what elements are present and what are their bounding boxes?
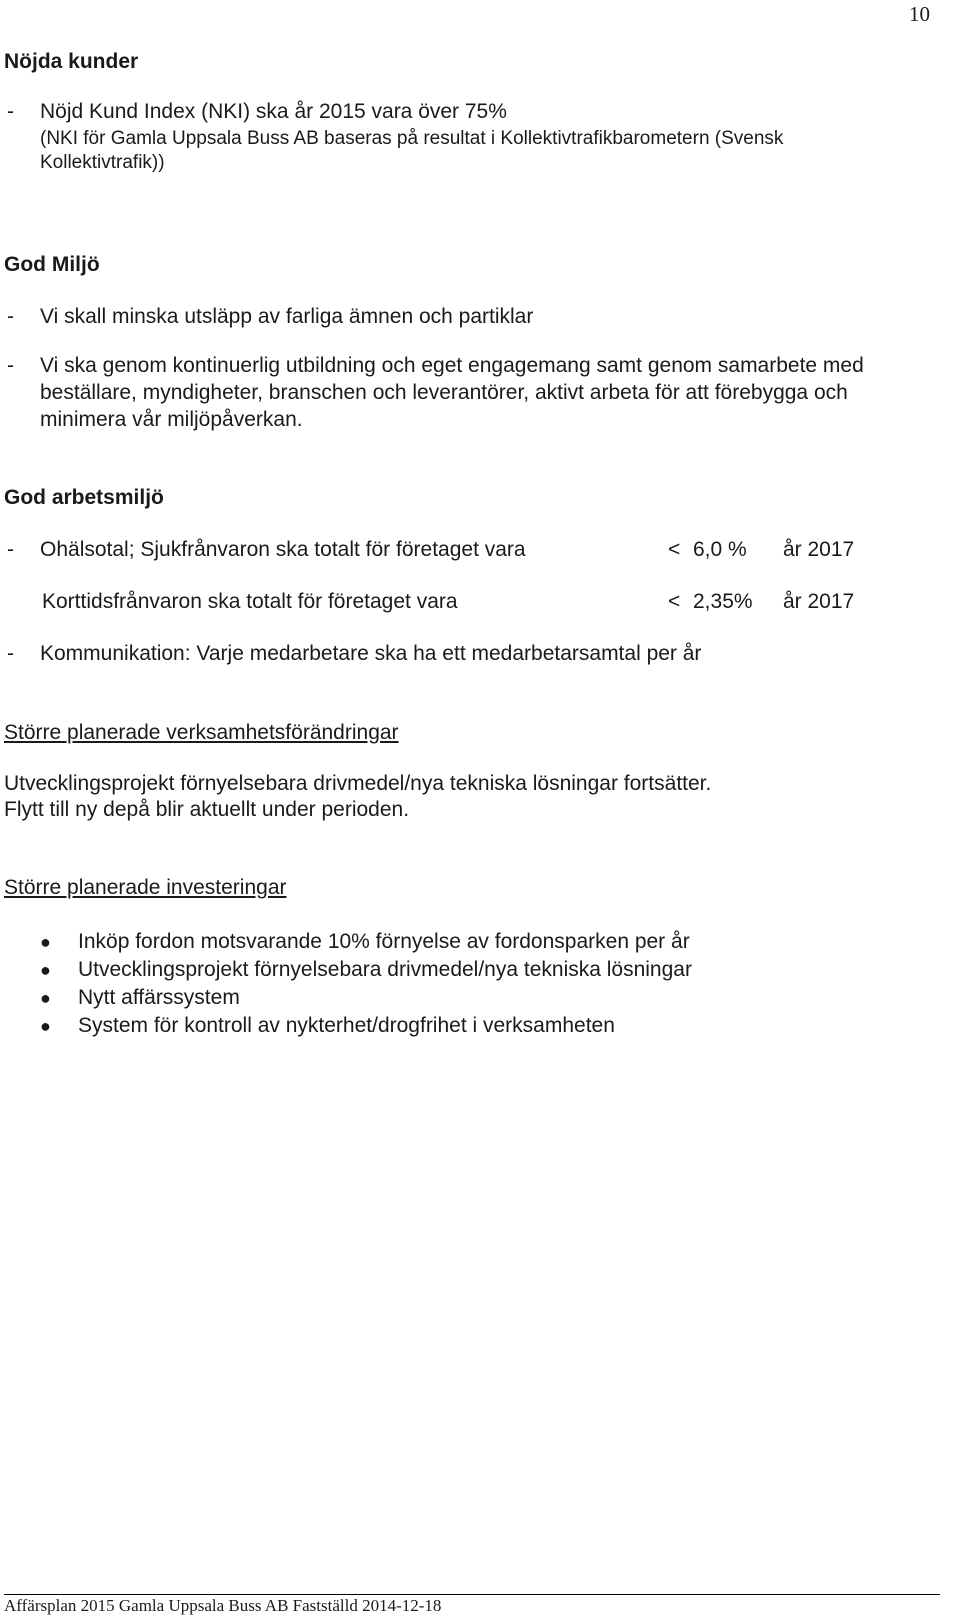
target-row	[0, 538, 960, 568]
target-row	[0, 590, 960, 620]
dash-marker: -	[7, 354, 14, 377]
page-footer: Affärsplan 2015 Gamla Uppsala Buss AB Fastställd 2014-12-18	[4, 1596, 442, 1615]
target-year: år 2017	[783, 538, 855, 561]
heading-nojda-kunder: Nöjda kunder	[4, 50, 139, 73]
target-comparator: <	[668, 590, 681, 613]
dash-marker: -	[7, 100, 14, 123]
list-item-text: Nöjd Kund Index (NKI) ska år 2015 vara över 75%	[40, 100, 507, 123]
heading-investeringar: Större planerade investeringar	[4, 876, 287, 899]
footer-divider	[4, 1594, 940, 1595]
bullet-icon: ●	[40, 960, 51, 980]
target-label: Korttidsfrånvaron ska totalt för företaget vara	[42, 590, 458, 613]
dash-marker: -	[7, 305, 14, 328]
list-item-text: Vi skall minska utsläpp av farliga ämnen och partiklar	[40, 305, 534, 328]
list-item-text: Nytt affärssystem	[78, 986, 240, 1009]
page-number: 10	[909, 2, 930, 26]
list-item-text: Inköp fordon motsvarande 10% förnyelse av fordonsparken per år	[78, 930, 690, 953]
heading-god-arbetsmiljo: God arbetsmiljö	[4, 486, 164, 509]
target-value: 2,35%	[693, 590, 753, 613]
list-item-text: Utvecklingsprojekt förnyelsebara drivmedel/nya tekniska lösningar	[78, 958, 692, 981]
bullet-icon: ●	[40, 988, 51, 1008]
bullet-icon: ●	[40, 932, 51, 952]
paragraph-line: Utvecklingsprojekt förnyelsebara drivmedel/nya tekniska lösningar fortsätter.	[4, 772, 712, 795]
target-comparator: <	[668, 538, 681, 561]
dash-marker: -	[7, 642, 14, 665]
dash-marker: -	[7, 538, 14, 561]
list-item	[0, 986, 960, 1014]
target-year: år 2017	[783, 590, 855, 613]
list-item	[0, 1014, 960, 1042]
list-item	[0, 958, 960, 986]
list-item-text: beställare, myndigheter, branschen och leverantörer, aktivt arbeta för att förebygga och	[40, 381, 848, 404]
list-item-text: (NKI för Gamla Uppsala Buss AB baseras på resultat i Kollektivtrafikbarometern (Svensk	[40, 128, 784, 149]
list-item-text: Vi ska genom kontinuerlig utbildning och eget engagemang samt genom samarbete med	[40, 354, 864, 377]
list-item-text: System för kontroll av nykterhet/drogfrihet i verksamheten	[78, 1014, 615, 1037]
target-label: Ohälsotal; Sjukfrånvaron ska totalt för företaget vara	[40, 538, 526, 561]
list-item-text: minimera vår miljöpåverkan.	[40, 408, 303, 431]
paragraph-line: Flytt till ny depå blir aktuellt under perioden.	[4, 798, 410, 821]
list-item-text: Kommunikation: Varje medarbetare ska ha ett medarbetarsamtal per år	[40, 642, 702, 665]
target-value: 6,0 %	[693, 538, 747, 561]
bullet-icon: ●	[40, 1016, 51, 1036]
heading-verksamhetsforandringar: Större planerade verksamhetsförändringar	[4, 721, 399, 744]
list-item	[0, 930, 960, 958]
heading-god-miljo: God Miljö	[4, 253, 100, 276]
list-item-text: Kollektivtrafik))	[40, 152, 165, 173]
